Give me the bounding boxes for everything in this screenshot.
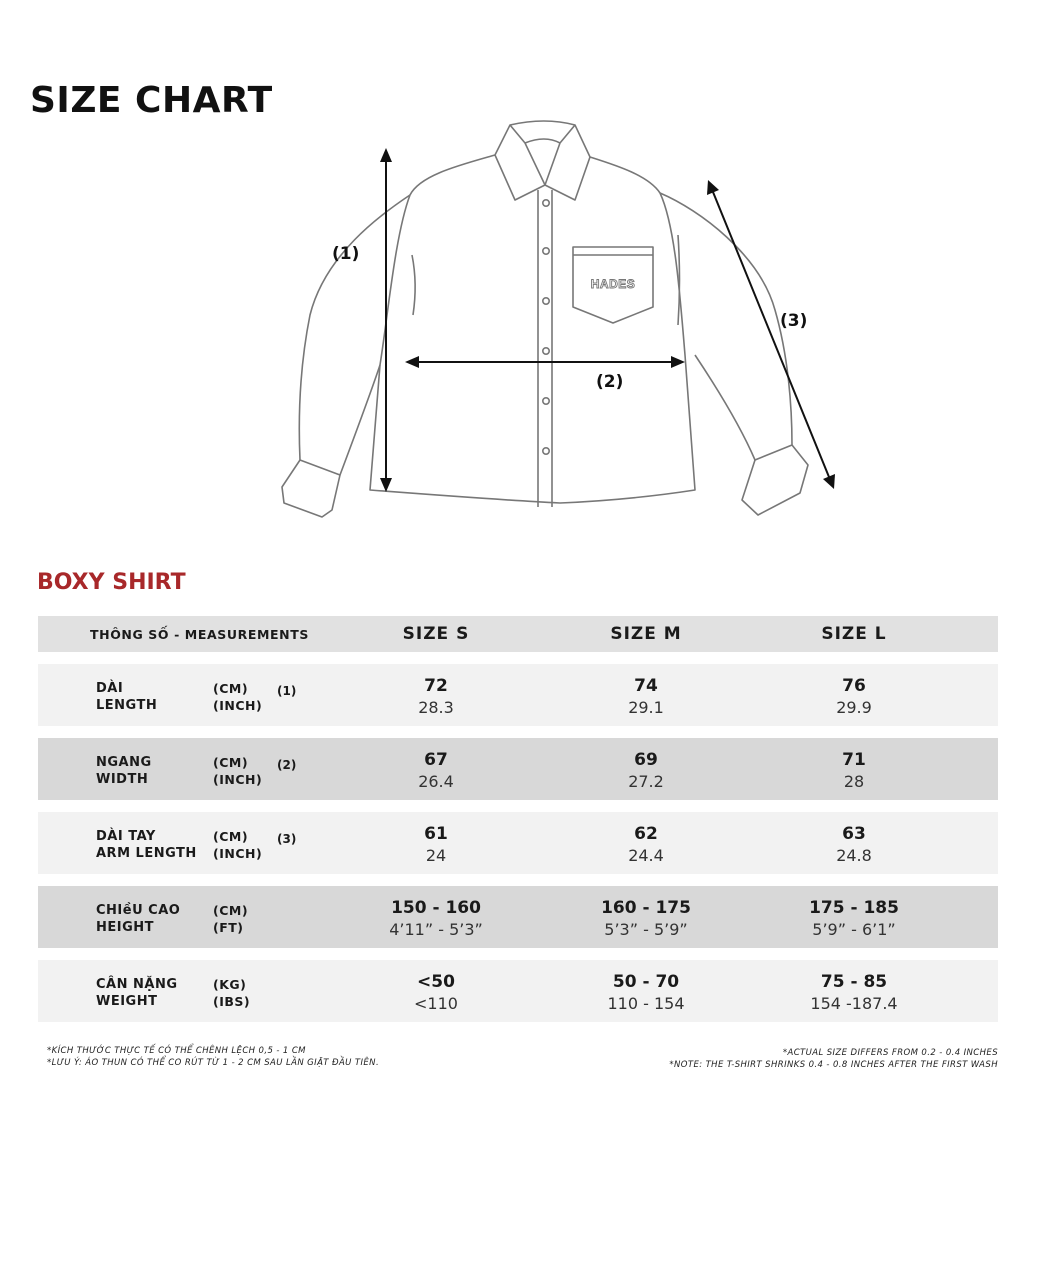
row-label: CÂN NẶNG WEIGHT xyxy=(96,977,178,1009)
page-title: SIZE CHART xyxy=(30,80,273,121)
row-units: (CM) (INCH) xyxy=(213,755,263,787)
row-ref: (1) xyxy=(277,684,297,698)
size-l-cell: 71 28 xyxy=(842,750,866,791)
row-label: DÀI TAY ARM LENGTH xyxy=(96,829,197,861)
note-line: *LƯU Ý: ÁO THUN CÓ THỂ CO RÚT TỪ 1 - 2 CM SAU LẦN GIẶT ĐẦU TIÊN. xyxy=(47,1058,380,1068)
pocket-logo: HADES xyxy=(590,277,636,291)
size-m-cell: 50 - 70 110 - 154 xyxy=(607,972,685,1013)
label-width-ref: (2) xyxy=(596,372,624,392)
note-line: *KÍCH THƯỚC THỰC TẾ CÓ THỂ CHÊNH LỆCH 0,5 - 1 CM xyxy=(47,1046,306,1056)
size-s-cell: 67 26.4 xyxy=(418,750,454,791)
measurements-header: THÔNG SỐ - MEASUREMENTS xyxy=(90,627,309,642)
size-m-cell: 69 27.2 xyxy=(628,750,664,791)
size-m-cell: 74 29.1 xyxy=(628,676,664,717)
row-label: DÀI LENGTH xyxy=(96,681,158,713)
note-line: *NOTE: THE T-SHIRT SHRINKS 0.4 - 0.8 INCHES AFTER THE FIRST WASH xyxy=(669,1060,998,1070)
size-l-cell: 75 - 85 154 -187.4 xyxy=(810,972,898,1013)
table-row xyxy=(38,960,998,1022)
row-label: NGANG WIDTH xyxy=(96,755,152,787)
size-s-cell: 72 28.3 xyxy=(418,676,454,717)
notes-vietnamese xyxy=(47,1045,379,1069)
table-row xyxy=(38,664,998,726)
row-units: (KG) (IBS) xyxy=(213,977,251,1009)
size-m-header: SIZE M xyxy=(610,624,682,644)
row-units: (CM) (INCH) xyxy=(213,829,263,861)
size-s-cell: <50 <110 xyxy=(414,972,458,1013)
product-name: BOXY SHIRT xyxy=(37,570,186,595)
notes-english xyxy=(669,1047,998,1071)
row-units: (CM) (FT) xyxy=(213,903,249,935)
shirt-illustration xyxy=(270,115,860,525)
shirt-diagram xyxy=(270,115,860,525)
size-table xyxy=(38,616,998,1022)
row-units: (CM) (INCH) xyxy=(213,681,263,713)
row-ref: (2) xyxy=(277,758,297,772)
note-line: *ACTUAL SIZE DIFFERS FROM 0.2 - 0.4 INCHES xyxy=(782,1048,998,1058)
size-l-cell: 175 - 185 5’9” - 6’1” xyxy=(809,898,899,939)
size-l-header: SIZE L xyxy=(821,624,887,644)
row-label: CHIềU CAO HEIGHT xyxy=(96,903,181,935)
size-s-cell: 61 24 xyxy=(424,824,448,865)
label-arm-ref: (3) xyxy=(780,311,808,331)
size-m-cell: 62 24.4 xyxy=(628,824,664,865)
table-row xyxy=(38,738,998,800)
size-m-cell: 160 - 175 5’3” - 5’9” xyxy=(601,898,691,939)
size-s-header: SIZE S xyxy=(402,624,470,644)
size-s-cell: 150 - 160 4’11” - 5’3” xyxy=(389,898,483,939)
label-length-ref: (1) xyxy=(332,244,360,264)
size-l-cell: 76 29.9 xyxy=(836,676,872,717)
table-row xyxy=(38,812,998,874)
table-header xyxy=(38,616,998,652)
row-ref: (3) xyxy=(277,832,297,846)
size-l-cell: 63 24.8 xyxy=(836,824,872,865)
table-row xyxy=(38,886,998,948)
